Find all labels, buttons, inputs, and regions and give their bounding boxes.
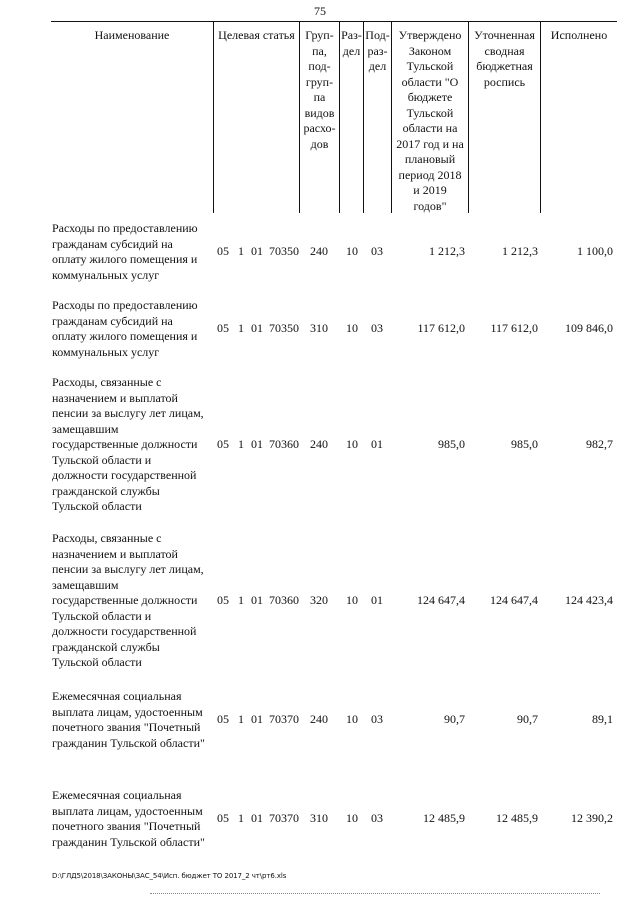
header-name: Наименование	[94, 28, 170, 42]
header-section-line: Раз-	[341, 28, 362, 42]
row-name-line: должности государственной	[52, 624, 197, 638]
row-code-part: 1	[238, 712, 244, 726]
header-subsection-line: Под-	[365, 28, 390, 42]
row-code-part: 05	[217, 321, 229, 335]
row-executed: 89,1	[592, 712, 613, 726]
header-section-line: дел	[342, 43, 361, 58]
row-section: 10	[346, 437, 358, 451]
header-group-line: дов	[310, 136, 329, 151]
row-name-line: пенсии за выслугу лет лицам,	[52, 406, 204, 420]
header-approved-line: Утверждено	[398, 28, 462, 42]
header-approved-line: бюджете	[407, 90, 453, 104]
page-number: 75	[314, 4, 326, 18]
row-code-part: 1	[238, 593, 244, 607]
header-approved-line: 2017 год и на	[396, 136, 464, 151]
row-approved: 90,7	[444, 712, 465, 726]
row-name-line: Тульской области	[52, 655, 142, 669]
row-executed: 982,7	[586, 437, 613, 451]
row-approved: 12 485,9	[423, 811, 465, 825]
row-name-line: государственные должности	[52, 437, 198, 451]
row-name-line: гражданской службы	[52, 483, 160, 498]
row-name-line: гражданам субсидий на	[52, 236, 173, 251]
header-approved-line: плановый	[404, 152, 456, 166]
row-name-line: Расходы, связанные с	[52, 375, 162, 389]
row-name-line: оплату жилого помещения и	[52, 252, 198, 266]
header-approved	[392, 28, 468, 214]
header-refined	[469, 28, 540, 90]
row-name	[52, 221, 222, 283]
row-name-line: Ежемесячная социальная	[52, 788, 182, 802]
row-executed: 12 390,2	[571, 811, 613, 825]
row-subsection: 03	[371, 712, 383, 726]
row-name-line: почетного звания "Почетный	[52, 720, 201, 734]
row-name-line: пенсии за выслугу лет лицам,	[52, 562, 204, 576]
header-approved-line: годов"	[413, 198, 447, 213]
row-subsection: 03	[371, 244, 383, 258]
row-section: 10	[346, 811, 358, 825]
row-name-line: Тульской области и	[52, 452, 152, 467]
row-code-part: 70350	[269, 321, 299, 335]
header-refined-line: бюджетная	[476, 59, 533, 73]
row-name-line: коммунальных услуг	[52, 344, 160, 359]
row-refined: 1 212,3	[502, 244, 538, 258]
row-executed: 124 423,4	[565, 593, 613, 607]
row-refined: 12 485,9	[496, 811, 538, 825]
row-code-part: 01	[251, 712, 263, 726]
row-executed: 1 100,0	[577, 244, 613, 258]
row-refined: 90,7	[517, 712, 538, 726]
row-section: 10	[346, 244, 358, 258]
row-code-part: 70370	[269, 811, 299, 825]
header-approved-line: Тульской	[406, 105, 454, 120]
row-code-part: 01	[251, 437, 263, 451]
row-code-part: 05	[217, 593, 229, 607]
header-refined-line: сводная	[484, 43, 525, 58]
header-subsection-line: раз-	[367, 43, 388, 58]
row-name-line: выплата лицам, удостоенным	[52, 704, 203, 719]
row-subsection: 03	[371, 811, 383, 825]
row-name-line: гражданской службы	[52, 639, 160, 654]
row-code-part: 70350	[269, 244, 299, 258]
header-approved-line: и 2019	[413, 183, 447, 197]
row-name-line: назначением и выплатой	[52, 546, 178, 561]
row-name-line: гражданам субсидий на	[52, 313, 173, 328]
row-name-line: оплату жилого помещения и	[52, 329, 198, 343]
row-name-line: назначением и выплатой	[52, 390, 178, 405]
header-group-line: па	[313, 90, 326, 104]
row-name-line: Расходы по предоставлению	[52, 221, 198, 235]
header-group-line: под-	[308, 59, 331, 73]
row-code-part: 1	[238, 811, 244, 825]
row-name-line: должности государственной	[52, 468, 197, 482]
row-name-line: Ежемесячная социальная	[52, 689, 182, 703]
header-group-line: Груп-	[305, 28, 334, 42]
row-code-part: 1	[238, 244, 244, 258]
row-section: 10	[346, 321, 358, 335]
row-code-part: 1	[238, 437, 244, 451]
header-approved-line: Тульской	[406, 59, 454, 73]
row-name-line: Расходы по предоставлению	[52, 298, 198, 312]
header-group-line: груп-	[305, 74, 334, 89]
header-group-line: расхо-	[303, 121, 336, 135]
row-name-line: государственные должности	[52, 593, 198, 607]
header-approved-line: области "О	[401, 74, 459, 89]
row-code-part: 01	[251, 321, 263, 335]
row-code-part: 01	[251, 593, 263, 607]
row-group: 310	[310, 321, 328, 335]
row-group: 240	[310, 712, 328, 726]
row-approved: 124 647,4	[417, 593, 465, 607]
header-approved-line: период 2018	[398, 167, 462, 182]
row-name-line: Тульской области	[52, 499, 142, 513]
footer-rule	[150, 893, 600, 895]
header-subsection	[364, 28, 391, 75]
header-group	[300, 28, 339, 152]
row-executed: 109 846,0	[565, 321, 613, 335]
row-code-part: 70360	[269, 593, 299, 607]
row-name	[52, 689, 222, 751]
row-subsection: 03	[371, 321, 383, 335]
header-refined-line: роспись	[483, 74, 526, 89]
row-code-part: 01	[251, 244, 263, 258]
row-code-part: 01	[251, 811, 263, 825]
header-approved-line: области на	[402, 121, 458, 135]
row-approved: 1 212,3	[429, 244, 465, 258]
row-approved: 985,0	[438, 437, 465, 451]
header-executed: Исполнено	[550, 28, 608, 42]
row-group: 240	[310, 437, 328, 451]
row-name-line: гражданин Тульской области"	[52, 735, 205, 750]
header-divider	[540, 21, 541, 213]
row-name	[52, 788, 222, 850]
row-refined: 985,0	[511, 437, 538, 451]
row-code-part: 05	[217, 437, 229, 451]
header-divider	[213, 21, 214, 213]
row-name	[52, 298, 222, 360]
row-group: 240	[310, 244, 328, 258]
row-name	[52, 375, 222, 515]
row-section: 10	[346, 593, 358, 607]
row-name-line: почетного звания "Почетный	[52, 819, 201, 833]
row-code-part: 05	[217, 712, 229, 726]
header-target-article: Целевая статья	[218, 28, 295, 42]
row-name-line: выплата лицам, удостоенным	[52, 803, 203, 818]
row-name-line: коммунальных услуг	[52, 267, 160, 282]
row-code-part: 05	[217, 244, 229, 258]
header-top-rule	[51, 21, 617, 22]
row-refined: 124 647,4	[490, 593, 538, 607]
row-code-part: 70360	[269, 437, 299, 451]
row-refined: 117 612,0	[490, 321, 538, 335]
row-approved: 117 612,0	[417, 321, 465, 335]
row-subsection: 01	[371, 593, 383, 607]
row-code-part: 05	[217, 811, 229, 825]
row-code-part: 1	[238, 321, 244, 335]
row-name-line: гражданин Тульской области"	[52, 834, 205, 849]
row-group: 310	[310, 811, 328, 825]
header-group-line: видов	[304, 105, 335, 120]
header-section	[340, 28, 363, 59]
file-path: D:\ГЛД5\2018\ЗАКОНЫ\ЗАС_54\Исп. бюджет ТО 2017_2 чт\рт6.xls	[52, 872, 287, 880]
header-approved-line: Законом	[408, 43, 452, 58]
row-group: 320	[310, 593, 328, 607]
row-name-line: замещавшим	[52, 421, 119, 436]
row-subsection: 01	[371, 437, 383, 451]
header-group-line: па,	[312, 43, 327, 58]
row-name-line: замещавшим	[52, 577, 119, 592]
row-name-line: Тульской области и	[52, 608, 152, 623]
row-name-line: Расходы, связанные с	[52, 531, 162, 545]
row-name	[52, 531, 222, 671]
row-code-part: 70370	[269, 712, 299, 726]
header-refined-line: Уточненная	[474, 28, 535, 42]
row-section: 10	[346, 712, 358, 726]
header-subsection-line: дел	[368, 59, 387, 73]
